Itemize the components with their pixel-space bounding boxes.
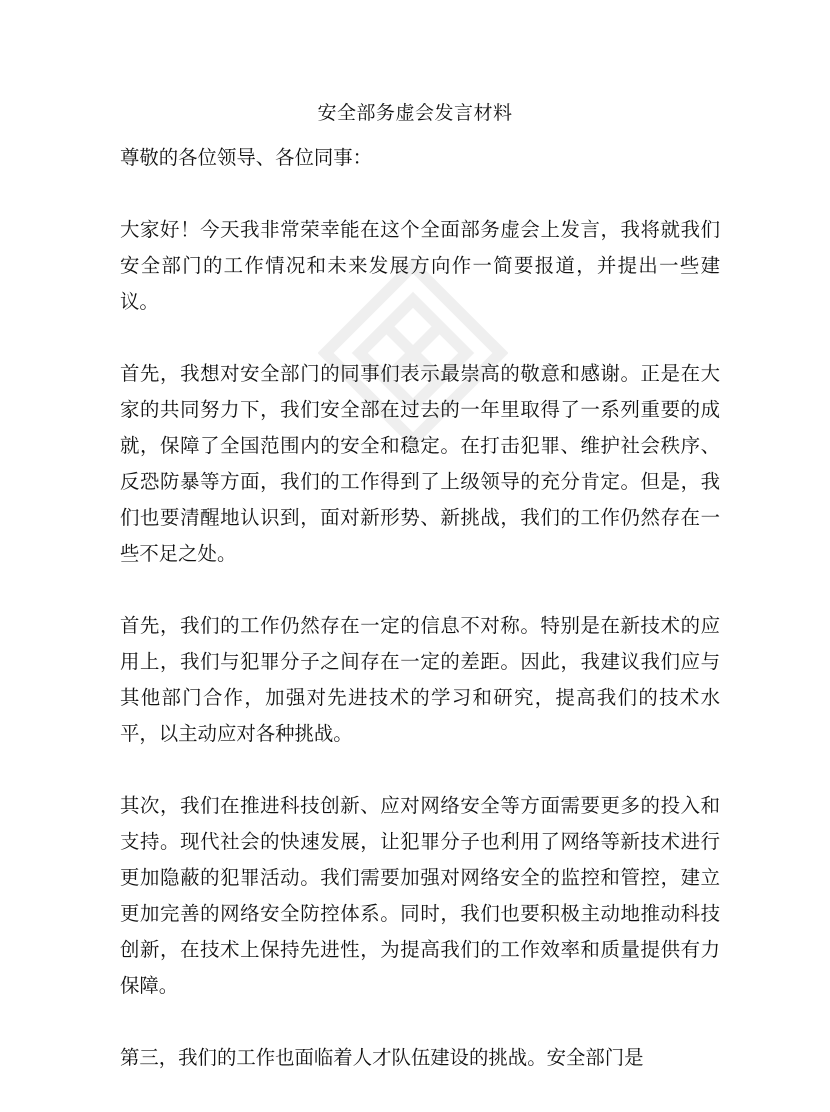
paragraph: 首先，我们的工作仍然存在一定的信息不对称。特别是在新技术的应用上，我们与犯罪分子之间存在一定的差距。因此，我建议我们应与其他部门合作，加强对先进技术的学习和研究，提高我们的技术水平，以主动应对各种挑战。 xyxy=(120,614,720,745)
paragraph: 大家好！今天我非常荣幸能在这个全面部务虚会上发言，我将就我们安全部门的工作情况和未来发展方向作一简要报道，并提出一些建议。 xyxy=(120,218,720,313)
paragraph: 其次，我们在推进科技创新、应对网络安全等方面需要更多的投入和支持。现代社会的快速发展，让犯罪分子也利用了网络等新技术进行更加隐蔽的犯罪活动。我们需要加强对网络安全的监控和管控，建立更加完善的网络安全防控体系。同时，我们也要积极主动地推动科技创新，在技术上保持先进性，为提高我们的工作效率和质量提供有力保障。 xyxy=(120,794,720,997)
document-body xyxy=(120,140,720,1112)
paragraph: 首先，我想对安全部门的同事们表示最崇高的敬意和感谢。正是在大家的共同努力下，我们安全部在过去的一年里取得了一系列重要的成就，保障了全国范围内的安全和稳定。在打击犯罪、维护社会秩序、反恐防暴等方面，我们的工作得到了上级领导的充分肯定。但是，我们也要清醒地认识到，面对新形势、新挑战，我们的工作仍然存在一些不足之处。 xyxy=(120,362,720,565)
document-title: 安全部务虚会发言材料 xyxy=(317,102,513,124)
paragraph: 第三，我们的工作也面临着人才队伍建设的挑战。安全部门是 xyxy=(120,1046,644,1069)
greeting-line: 尊敬的各位领导、各位同事： xyxy=(120,146,373,169)
